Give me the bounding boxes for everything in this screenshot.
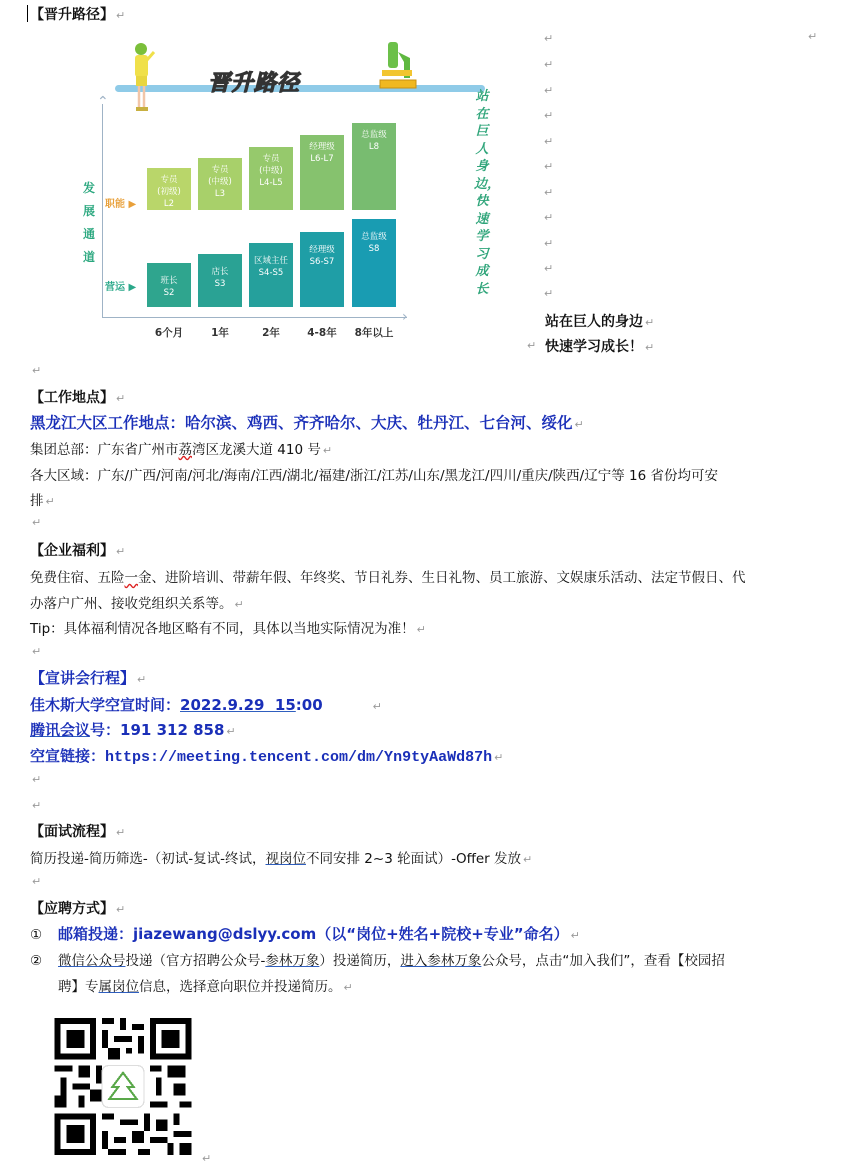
heilongjiang-locations: 黑龙江大区工作地点：哈尔滨、鸡西、齐齐哈尔、大庆、牡丹江、七台河、绥化 ↵ <box>30 414 584 432</box>
x-tick-6-months: 6个月 <box>154 327 184 339</box>
track-label-function: 职能 ▶ <box>105 199 137 210</box>
bar-function-l4-l5: 专员 (中级) L4-L5 <box>249 147 293 210</box>
benefits-tip: Tip：具体福利情况各地区略有不同，具体以当地实际情况为准！ ↵ <box>30 621 426 637</box>
paragraph-mark: ↵ <box>116 9 126 22</box>
x-tick-1-year: 1年 <box>211 327 229 339</box>
empty-paragraph: ↵ <box>32 875 42 888</box>
x-tick-4-8-years: 4-8年 <box>307 327 337 339</box>
section-heading-interview: 【面试流程】 ↵ <box>30 824 126 840</box>
paragraph-mark: ↵ <box>527 339 537 352</box>
paragraph-mark: ↵ <box>544 160 554 173</box>
seminar-link-line: 空宣链接：https://meeting.tencent.com/dm/Yn9tyAaWd87h ↵ <box>30 747 504 766</box>
slogan-line-1: 站在巨人的身边 ↵ <box>545 314 655 330</box>
paragraph-mark: ↵ <box>544 237 554 250</box>
empty-paragraph: ↵ <box>32 645 42 658</box>
x-axis <box>102 317 407 318</box>
benefits-line-2: 办落户广州、接收党组织关系等。 ↵ <box>30 596 244 612</box>
microscope-icon <box>378 40 418 92</box>
cell-end-mark: ↵ <box>808 30 818 43</box>
paragraph-mark: ↵ <box>544 58 554 71</box>
businesswoman-icon <box>128 42 158 114</box>
section-heading-apply: 【应聘方式】 ↵ <box>30 901 126 917</box>
headquarters-address: 集团总部：广东省广州市荔湾区龙溪大道 410 号 ↵ <box>30 442 333 458</box>
regions-line-1: 各大区域：广东/广西/河南/河北/海南/江西/湖北/福建/浙江/江苏/山东/黑龙江/四川/重庆/陕西/辽宁等 16 省份均可安 <box>30 468 718 484</box>
bar-operation-s8: 总监级 S8 <box>352 219 396 307</box>
seminar-link[interactable]: https://meeting.tencent.com/dm/Yn9tyAaWd87h <box>105 749 493 766</box>
bar-function-l8: 总监级 L8 <box>352 123 396 210</box>
text-cursor <box>27 5 28 22</box>
section-heading-seminar: 【宣讲会行程】 ↵ <box>30 669 147 687</box>
paragraph-mark: ↵ <box>544 211 554 224</box>
bar-operation-s3: 店长 S3 <box>198 254 242 307</box>
track-label-operation: 营运 ▶ <box>105 282 137 293</box>
paragraph-mark: ↵ <box>544 84 554 97</box>
x-tick-8-plus-years: 8年以上 <box>354 327 394 339</box>
bar-function-l3: 专员 (中级) L3 <box>198 158 242 210</box>
paragraph-mark: ↵ <box>544 287 554 300</box>
empty-paragraph: ↵ <box>32 516 42 529</box>
interview-process: 简历投递-简历筛选-（初试-复试-终试，视岗位不同安排 2~3 轮面试）-Offer 发放 ↵ <box>30 851 533 867</box>
empty-paragraph: ↵ <box>32 773 42 786</box>
bar-operation-s2: 班长 S2 <box>147 263 191 307</box>
x-tick-2-years: 2年 <box>262 327 280 339</box>
bar-operation-s4-s5: 区域主任 S4-S5 <box>249 243 293 307</box>
paragraph-mark: ↵ <box>544 186 554 199</box>
bar-function-l2: 专员 (初级) L2 <box>147 168 191 210</box>
bar-function-l6-l7: 经理级 L6-L7 <box>300 135 344 210</box>
apply-item-wechat-cont: 聘】专属岗位信息，选择意向职位并投递简历。 ↵ <box>58 979 353 995</box>
section-heading-benefits: 【企业福利】 ↵ <box>30 543 126 559</box>
career-path-figure <box>60 30 500 350</box>
empty-paragraph: ↵ <box>32 799 42 812</box>
x-axis-arrow-icon: › <box>402 309 408 325</box>
paragraph-mark: ↵ <box>544 262 554 275</box>
y-axis <box>102 104 103 318</box>
benefits-line-1: 免费住宿、五险一金、进阶培训、带薪年假、年终奖、节日礼券、生日礼物、员工旅游、文娱康乐活动、法定节假日、代 <box>30 570 746 586</box>
section-heading-promotion: 【晋升路径】 ↵ <box>30 7 126 23</box>
slogan-line-2: 快速学习成长！ ↵ <box>545 339 655 355</box>
regions-line-2: 排 ↵ <box>30 493 55 509</box>
paragraph-mark: ↵ <box>544 32 554 45</box>
qr-code <box>54 1018 192 1155</box>
bar-operation-s6-s7: 经理级 S6-S7 <box>300 232 344 307</box>
vertical-slogan: 站在巨人身边，快速学习成长 <box>474 89 501 297</box>
apply-item-email: ① 邮箱投递：jiazewang@dslyy.com（以“岗位+姓名+院校+专业”命名） ↵ <box>30 925 580 943</box>
section-heading-location: 【工作地点】 ↵ <box>30 390 126 406</box>
paragraph-mark: ↵ <box>202 1152 212 1165</box>
y-axis-arrow-icon: ⌃ <box>97 94 109 110</box>
empty-paragraph: ↵ <box>32 364 42 377</box>
apply-item-wechat: ② 微信公众号投递（官方招聘公众号-参林万象）投递简历，进入参林万象公众号，点击“加入我们”，查看【校园招 <box>30 953 725 969</box>
tencent-meeting-id: 腾讯会议号：191 312 858 ↵ <box>30 721 236 739</box>
seminar-time: 佳木斯大学空宣时间：2022.9.29 15:00 ↵ <box>30 696 382 714</box>
paragraph-mark: ↵ <box>544 135 554 148</box>
development-channel-label: 发展通道 <box>82 181 95 264</box>
banner-title: 晋升路径 <box>208 71 301 96</box>
paragraph-mark: ↵ <box>544 109 554 122</box>
